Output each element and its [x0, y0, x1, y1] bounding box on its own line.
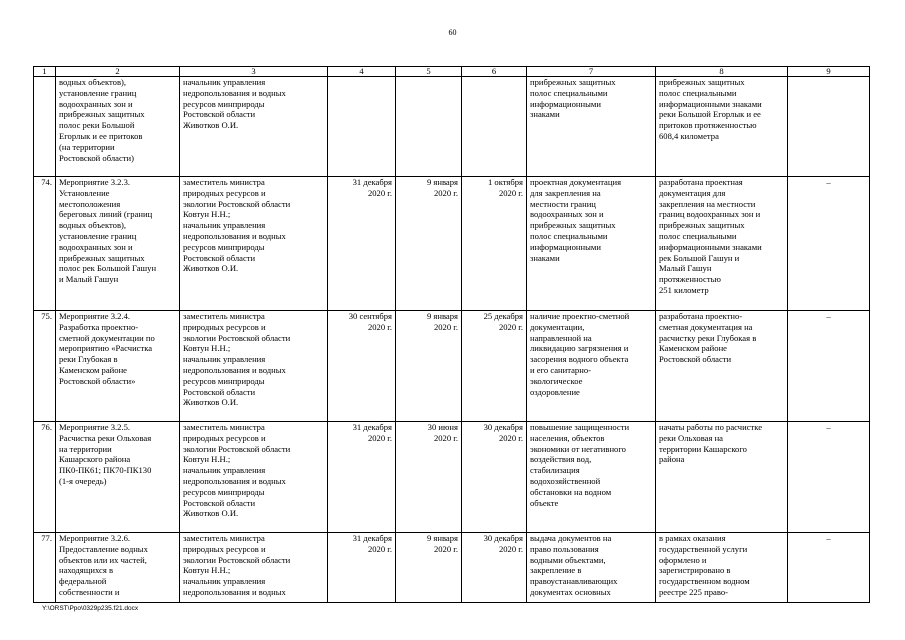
actual-end-date: 1 октября 2020 г. — [462, 177, 527, 311]
event-name: водных объектов), установление границ водоохранных зон и прибрежных защитных полос реки Большой Егорлык и ее притоков (на территории Ростовской области) — [56, 77, 180, 177]
col-header-1: 1 — [34, 67, 56, 77]
actual-end-date: 25 декабря 2020 г. — [462, 311, 527, 422]
responsible-person: начальник управления недропользования и водных ресурсов минприроды Ростовской области Животков О.И. — [180, 77, 328, 177]
table-row — [34, 77, 870, 177]
row-number: 74. — [34, 177, 56, 311]
col-header-8: 8 — [656, 67, 788, 77]
table-row — [34, 533, 870, 603]
table-row — [34, 311, 870, 422]
notes — [788, 77, 870, 177]
responsible-person: заместитель министра природных ресурсов и экологии Ростовской области Ковтун Н.Н.; начальник управления недропользования и водных ресурсов минприроды Ростовской области Животков О.И. — [180, 177, 328, 311]
row-number: 75. — [34, 311, 56, 422]
actual-end-date: 30 декабря 2020 г. — [462, 533, 527, 603]
event-name: Мероприятие 3.2.5. Расчистка реки Ольховая на территории Кашарского района ПК0-ПК61; ПК70-ПК130 (1-я очередь) — [56, 422, 180, 533]
actual-result: начаты работы по расчистке реки Ольховая на территории Кашарского района — [656, 422, 788, 533]
actual-end-date: 30 декабря 2020 г. — [462, 422, 527, 533]
footer-file-path: Y:\ORST\Ppo\0329p235.f21.docx — [42, 605, 139, 612]
actual-start-date: 9 января 2020 г. — [396, 533, 462, 603]
responsible-person: заместитель министра природных ресурсов и экологии Ростовской области Ковтун Н.Н.; начальник управления недропользования и водных ресурсов минприроды Ростовской области Животков О.И. — [180, 422, 328, 533]
row-number: 77. — [34, 533, 56, 603]
actual-result: разработана проектно- сметная документация на расчистку реки Глубокая в Каменском районе Ростовской области — [656, 311, 788, 422]
actual-start-date: 9 января 2020 г. — [396, 311, 462, 422]
row-number: 76. — [34, 422, 56, 533]
notes: – — [788, 177, 870, 311]
actual-result: разработана проектная документация для закрепления на местности границ водоохранных зон и прибрежных защитных полос специальными информационными знаками рек Большой Гашун и Малый Гашун протяженностью 251 километр — [656, 177, 788, 311]
col-header-7: 7 — [527, 67, 656, 77]
actual-start-date: 9 января 2020 г. — [396, 177, 462, 311]
actual-result: в рамках оказания государственной услуги оформлено и зарегистрировано в государственном водном реестре 225 право- — [656, 533, 788, 603]
event-name: Мероприятие 3.2.3. Установление местоположения береговых линий (границ водных объектов), установление границ водоохранных зон и прибрежных защитных полос рек Большой Гашун и Малый Гашун — [56, 177, 180, 311]
responsible-person: заместитель министра природных ресурсов и экологии Ростовской области Ковтун Н.Н.; начальник управления недропользования и водных — [180, 533, 328, 603]
actual-start-date: 30 июня 2020 г. — [396, 422, 462, 533]
col-header-4: 4 — [328, 67, 396, 77]
expected-result: проектная документация для закрепления на местности границ водоохранных зон и прибрежных защитных полос специальными информационными знаками — [527, 177, 656, 311]
planned-date — [328, 77, 396, 177]
notes: – — [788, 422, 870, 533]
notes: – — [788, 311, 870, 422]
col-header-9: 9 — [788, 67, 870, 77]
expected-result: наличие проектно-сметной документации, направленной на ликвидацию загрязнения и засорения водного объекта и его санитарно- экологическое оздоровление — [527, 311, 656, 422]
page-number: 60 — [448, 28, 457, 37]
actual-result: прибрежных защитных полос специальными информационными знаками реки Большой Егорлык и ее притоков протяженностью 608,4 километра — [656, 77, 788, 177]
expected-result: повышение защищенности населения, объектов экономики от негативного воздействия вод, стабилизация водохозяйственной обстановки на водном объекте — [527, 422, 656, 533]
expected-result: выдача документов на право пользования водными объектами, закрепление в правоустанавливающих документах основных — [527, 533, 656, 603]
header-row — [34, 67, 870, 77]
event-name: Мероприятие 3.2.4. Разработка проектно- сметной документации по мероприятию «Расчистка реки Глубокая в Каменском районе Ростовской области» — [56, 311, 180, 422]
planned-date: 31 декабря 2020 г. — [328, 177, 396, 311]
event-name: Мероприятие 3.2.6. Предоставление водных объектов или их частей, находящихся в федеральной собственности и — [56, 533, 180, 603]
planned-date: 30 сентября 2020 г. — [328, 311, 396, 422]
table-row — [34, 422, 870, 533]
table-row — [34, 177, 870, 311]
responsible-person: заместитель министра природных ресурсов и экологии Ростовской области Ковтун Н.Н.; начальник управления недропользования и водных ресурсов минприроды Ростовской области Животков О.И. — [180, 311, 328, 422]
events-table — [33, 66, 870, 603]
col-header-2: 2 — [56, 67, 180, 77]
row-number — [34, 77, 56, 177]
col-header-6: 6 — [462, 67, 527, 77]
actual-end-date — [462, 77, 527, 177]
planned-date: 31 декабря 2020 г. — [328, 422, 396, 533]
col-header-3: 3 — [180, 67, 328, 77]
expected-result: прибрежных защитных полос специальными информационными знаками — [527, 77, 656, 177]
col-header-5: 5 — [396, 67, 462, 77]
actual-start-date — [396, 77, 462, 177]
planned-date: 31 декабря 2020 г. — [328, 533, 396, 603]
notes: – — [788, 533, 870, 603]
